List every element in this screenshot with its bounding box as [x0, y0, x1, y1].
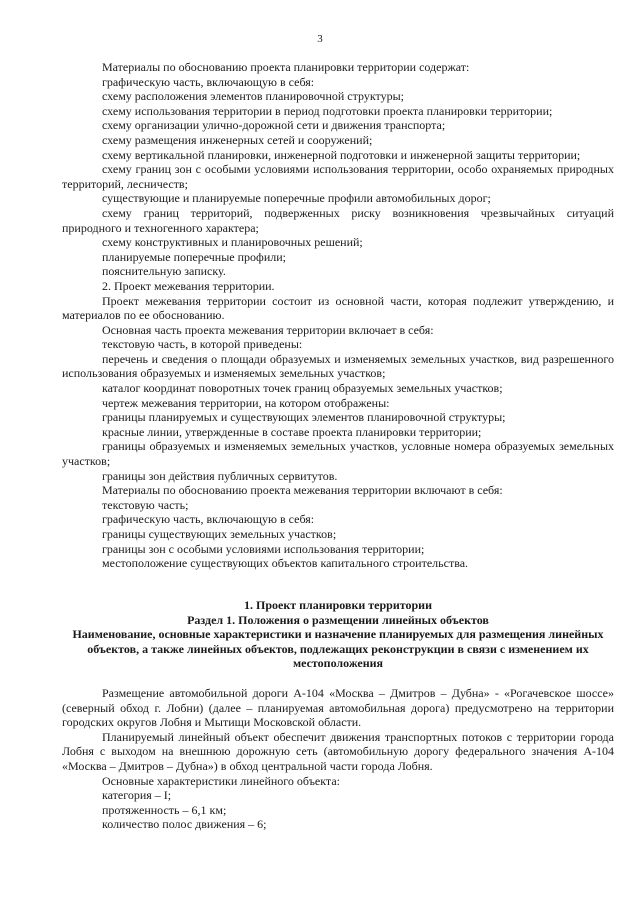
paragraph: Материалы по обоснованию проекта планировки территории содержат: [102, 60, 470, 74]
paragraph: количество полос движения – 6; [102, 817, 267, 832]
paragraph: Основные характеристики линейного объекта: [102, 773, 340, 788]
heading-subtitle: Наименование, основные характеристики и назначение планируемых для размещения линейных объектов, а также линейных объектов, подлежащих реконструкции в связи с изменением их местоположения [72, 627, 604, 671]
paragraph: границы планируемых и существующих элементов планировочной структуры; [102, 410, 506, 425]
paragraph: схему расположения элементов планировочной структуры; [102, 89, 405, 104]
paragraph: Основная часть проекта межевания территории включает в себя: [102, 322, 434, 337]
paragraph: схему границ зон с особыми условиями использования территории, особо охраняемых природных территорий, лесничеств; [62, 162, 614, 191]
paragraph: Материалы по обоснованию проекта межевания территории включают в себя: [102, 483, 503, 498]
paragraph: существующие и планируемые поперечные профили автомобильных дорог; [102, 191, 491, 206]
paragraph: границы существующих земельных участков; [102, 527, 337, 541]
paragraph: каталог координат поворотных точек границ образуемых земельных участков; [102, 381, 503, 396]
paragraph: схему размещения инженерных сетей и сооружений; [102, 132, 373, 147]
paragraph: графическую часть, включающую в себя: [102, 74, 315, 89]
paragraph: границы образуемых и изменяемых земельных участков, условные номера образуемых земельных участков; [62, 439, 614, 469]
paragraph: чертеж межевания территории, на котором отображены: [102, 395, 390, 410]
materials-section [62, 60, 614, 571]
paragraph: схему вертикальной планировки, инженерной подготовки и инженерной защиты территории; [102, 147, 581, 162]
paragraph: текстовую часть, в которой приведены: [102, 337, 303, 352]
paragraph: 2. Проект межевания территории. [102, 278, 275, 293]
paragraph: пояснительную записку. [102, 264, 226, 279]
paragraph: графическую часть, включающую в себя: [102, 512, 315, 527]
heading-project: 1. Проект планировки территории [243, 598, 433, 612]
paragraph: текстовую часть; [102, 497, 189, 512]
paragraph: местоположение существующих объектов капитального строительства. [102, 556, 469, 571]
linear-object-section [62, 686, 614, 832]
paragraph: границы зон с особыми условиями использования территории; [102, 541, 425, 556]
page-number: 3 [317, 33, 323, 45]
paragraph: Планируемый линейный объект обеспечит движения транспортных потоков с территории города Лобня с выходом на внешнюю дорожную сеть (автомобильную дорогу федерального значения А-104 «Москва – Дмитров – Дубна») в обход центральной части города Лобня. [62, 729, 614, 773]
heading-section-1: Раздел 1. Положения о размещении линейных объектов [187, 612, 489, 627]
paragraph: схему организации улично-дорожной сети и движения транспорта; [102, 118, 446, 133]
paragraph: Размещение автомобильной дороги А-104 «Москва – Дмитров – Дубна» - «Рогачевское шоссе» (северный обход г. Лобни) (далее – планируемая автомобильная дорога) предусмотрено на территории городских округов Лобня и Мытищи Московской области. [62, 686, 614, 730]
paragraph: протяженность – 6,1 км; [102, 802, 227, 817]
paragraph: схему границ территорий, подверженных риску возникновения чрезвычайных ситуаций природного и техногенного характера; [62, 205, 614, 235]
paragraph: красные линии, утвержденные в составе проекта планировки территории; [102, 424, 482, 439]
paragraph: схему использования территории в период подготовки проекта планировки территории; [102, 103, 553, 118]
paragraph: границы зон действия публичных сервитутов. [102, 468, 338, 483]
section-headings [62, 598, 614, 671]
paragraph: схему конструктивных и планировочных решений; [102, 235, 363, 250]
paragraph: категория – I; [102, 788, 172, 803]
paragraph: Проект межевания территории состоит из основной части, которая подлежит утверждению, и материалов по ее обоснованию. [62, 293, 614, 323]
paragraph: планируемые поперечные профили; [102, 249, 286, 264]
paragraph: перечень и сведения о площади образуемых и изменяемых земельных участков, вид разрешенного использования образуемых и изменяемых земельных участков; [62, 351, 614, 381]
